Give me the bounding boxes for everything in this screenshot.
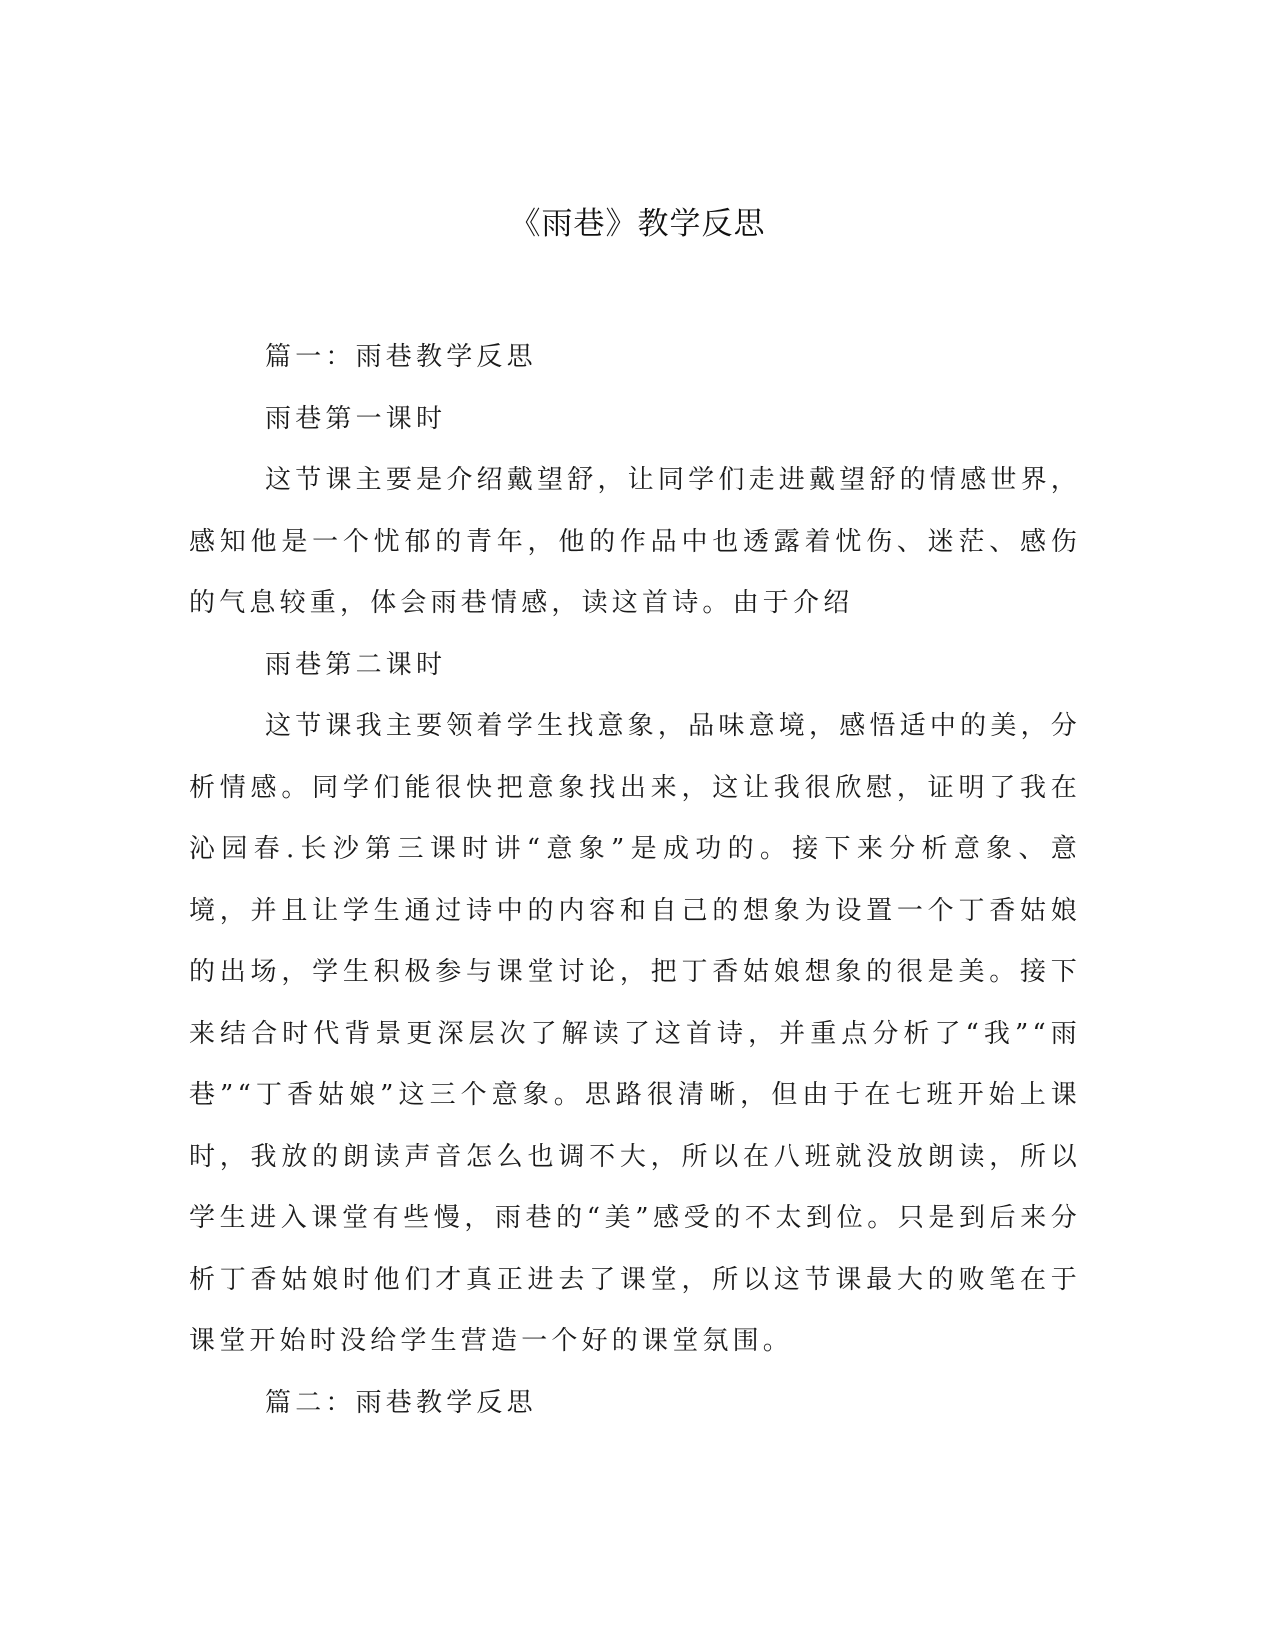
- section-heading-1: 篇一：雨巷教学反思: [265, 342, 537, 372]
- document-title: 《雨巷》教学反思: [509, 206, 766, 242]
- section-heading-2: 篇二：雨巷教学反思: [265, 1387, 537, 1418]
- body-paragraph-2: 这节课我主要领着学生找意象，品味意境，感悟适中的美，分析情感。同学们能很快把意象找出来，这让我很欣慰，证明了我在沁园春.长沙第三课时讲“意象”是成功的。接下来分析意象、意境，并且让学生通过诗中的内容和自己的想象为设置一个丁香姑娘的出场，学生积极参与课堂讨论，把丁香姑娘想象的很是美。接下来结合时代背景更深层次了解读了这首诗，并重点分析了“我”“雨巷”“丁香姑娘”这三个意象。思路很清晰，但由于在七班开始上课时，我放的朗读声音怎么也调不大，所以在八班就没放朗读，所以学生进入课堂有些慢，雨巷的“美”感受的不太到位。只是到后来分析丁香姑娘时他们才真正进去了课堂，所以这节课最大的败笔在于课堂开始时没给学生营造一个好的课堂氛围。: [189, 711, 1081, 1356]
- body-paragraph-1: 这节课主要是介绍戴望舒，让同学们走进戴望舒的情感世界，感知他是一个忧郁的青年，他的作品中也透露着忧伤、迷茫、感伤的气息较重，体会雨巷情感，读这首诗。由于介绍: [189, 465, 1081, 618]
- lesson-heading-1: 雨巷第一课时: [265, 403, 447, 434]
- lesson-heading-2: 雨巷第二课时: [265, 649, 447, 680]
- document-body: [189, 327, 1081, 1434]
